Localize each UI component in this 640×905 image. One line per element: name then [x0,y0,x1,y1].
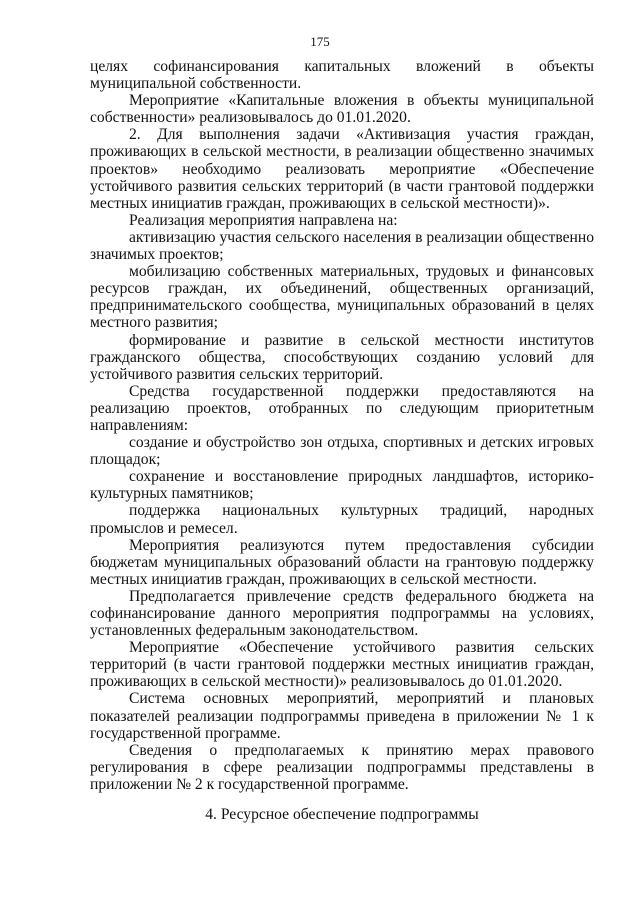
paragraph: Мероприятие «Обеспечение устойчивого развития сельских территорий (в части грантовой поддержки местных инициатив граждан, проживающих в сельской местности)» реализовывалось до 01.01.2020. [90,639,594,691]
paragraph: Средства государственной поддержки предоставляются на реализацию проектов, отобранных по следующим приоритетным направлениям: [90,382,594,434]
paragraph: Мероприятие «Капитальные вложения в объекты муниципальной собственности» реализовывалось до 01.01.2020. [90,92,594,127]
paragraph: активизацию участия сельского населения в реализации общественно значимых проектов; [90,228,594,264]
paragraph: мобилизацию собственных материальных, трудовых и финансовых ресурсов граждан, их объединений, общественных организаций, предпринимательского сообщества, муниципальных образований в целях местного развития; [90,263,594,332]
paragraph: Предполагается привлечение средств федерального бюджета на софинансирование данного мероприятия подпрограммы на условиях, установленных федеральным законодательством. [90,587,594,640]
page-number: 175 [310,34,330,49]
paragraph: целях софинансирования капитальных вложений в объекты муниципальной собственности. [90,58,594,93]
paragraph: Сведения о предполагаемых к принятию мерах правового регулирования в сфере реализации подпрограммы представлены в приложении № 2 к государственной программе. [90,741,594,793]
section-heading: 4. Ресурсное обеспечение подпрограммы [205,806,479,823]
paragraph: сохранение и восстановление природных ландшафтов, историко-культурных памятников; [90,468,594,503]
paragraph: создание и обустройство зон отдыха, спортивных и детских игровых площадок; [90,434,594,469]
paragraph: Система основных мероприятий, мероприятий и плановых показателей реализации подпрограммы приведена в приложении № 1 к государственной программе. [90,690,594,742]
paragraph: поддержка национальных культурных традиций, народных промыслов и ремесел. [90,502,594,537]
body-text [90,58,594,793]
paragraph: Мероприятия реализуются путем предоставления субсидии бюджетам муниципальных образований области на грантовую поддержку местных инициатив граждан, проживающих в сельской местности. [90,536,594,588]
paragraph: 2. Для выполнения задачи «Активизация участия граждан, проживающих в сельской местности, в реализации общественно значимых проектов» необходимо реализовать мероприятие «Обеспечение устойчивого развития сельских территорий (в части грантовой поддержки местных инициатив граждан, проживающих в сельской местности)». [90,126,594,212]
paragraph: Реализация мероприятия направлена на: [129,211,398,229]
paragraph: формирование и развитие в сельской местности институтов гражданского общества, способствующих созданию условий для устойчивого развития сельских территорий. [90,331,594,383]
